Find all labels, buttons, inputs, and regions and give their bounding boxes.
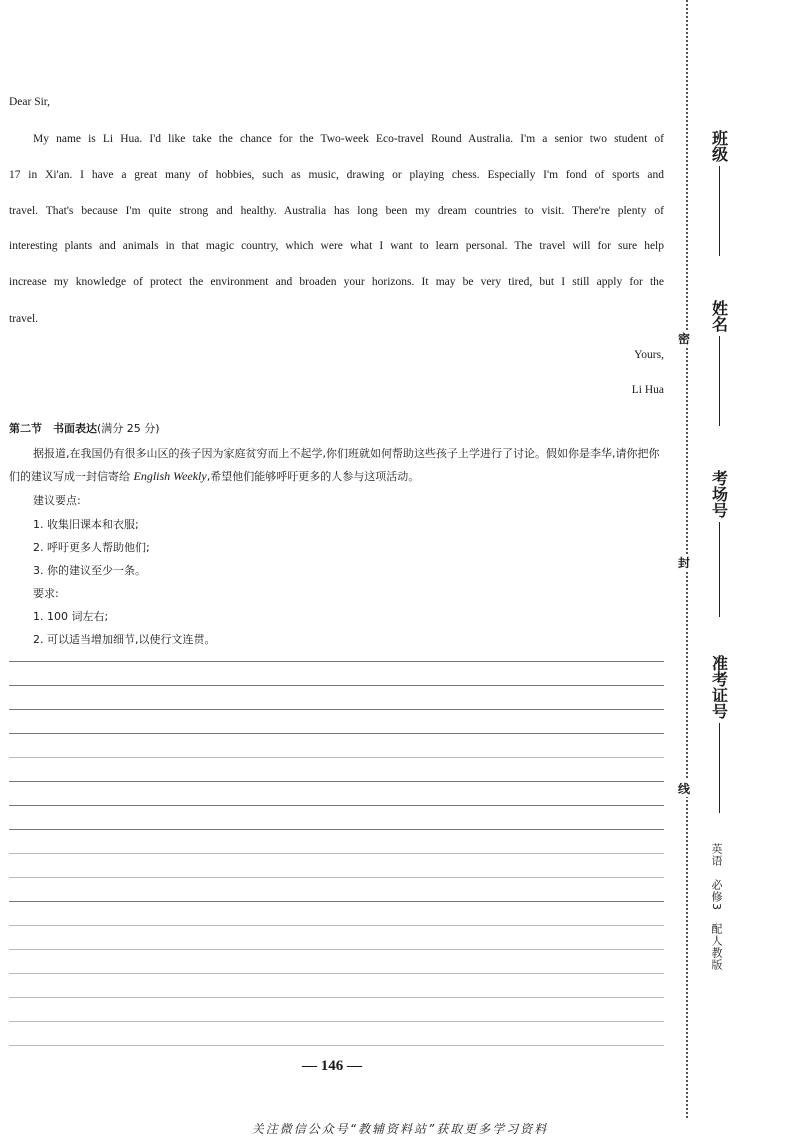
letter-line-3: travel. That's because I'm quite strong and healthy. Australia has long been my dream countries to visit. There're plenty of — [9, 205, 664, 217]
writing-line[interactable] — [9, 1021, 664, 1022]
footer-note: 关注微信公众号“教辅资料站”获取更多学习资料 — [251, 1122, 549, 1136]
section-score: (满分 25 分) — [97, 422, 160, 435]
point-item-3: 3. 你的建议至少一条。 — [33, 564, 146, 577]
section-title — [9, 420, 160, 436]
letter-line-5: increase my knowledge of protect the environment and broaden your horizons. It may be very tired, but I still apply for the — [9, 276, 664, 288]
writing-line[interactable] — [9, 853, 664, 854]
writing-line[interactable] — [9, 781, 664, 782]
section-title-text: 第二节 书面表达 — [9, 422, 97, 435]
letter-signature: Li Hua — [631, 384, 664, 396]
field-name-blank[interactable] — [719, 336, 720, 426]
writing-line[interactable] — [9, 685, 664, 686]
field-exam-room-label: 考场号 — [709, 470, 729, 518]
writing-line[interactable] — [9, 661, 664, 662]
requirement-item-2: 2. 可以适当增加细节,以使行文连贯。 — [33, 633, 216, 646]
requirements-label: 要求: — [33, 587, 59, 600]
letter-line-1: My name is Li Hua. I'd like take the chance for the Two-week Eco-travel Round Australia. I'm a senior two student of — [33, 133, 664, 145]
field-class-label: 班级 — [709, 130, 729, 162]
writing-line[interactable] — [9, 901, 664, 902]
field-class-blank[interactable] — [719, 166, 720, 256]
writing-line[interactable] — [9, 757, 664, 758]
page-number: — 146 — — [302, 1058, 362, 1074]
writing-line[interactable] — [9, 997, 664, 998]
field-ticket-number-blank[interactable] — [719, 723, 720, 813]
point-item-2: 2. 呼吁更多人帮助他们; — [33, 541, 150, 554]
task-intro-a: 据报道,在我国仍有很多山区的孩子因为家庭贫穷而上不起学,你们班就如何帮助这些孩子上学进行了讨论。假如你是李华,请你把你们的建议写成一封信寄给 — [9, 447, 660, 483]
writing-line[interactable] — [9, 1045, 664, 1046]
letter-closing: Yours, — [634, 349, 664, 361]
letter-line-6: travel. — [9, 313, 39, 325]
point-item-1: 1. 收集旧课本和衣服; — [33, 518, 139, 531]
field-ticket-number-label: 准考证号 — [709, 655, 729, 719]
points-label: 建议要点: — [33, 494, 81, 507]
writing-line[interactable] — [9, 709, 664, 710]
task-intro-b: ,希望他们能够呼吁更多的人参与这项活动。 — [206, 470, 420, 483]
subject-meta: 英语 必修3 配人教版 — [710, 843, 723, 971]
writing-line[interactable] — [9, 925, 664, 926]
writing-line[interactable] — [9, 805, 664, 806]
letter-line-2: 17 in Xi'an. I have a great many of hobbies, such as music, drawing or playing chess. Especially I'm fond of sports and — [9, 169, 664, 181]
seal-char-feng: 封 — [678, 556, 691, 570]
field-name — [708, 300, 730, 426]
writing-line[interactable] — [9, 949, 664, 950]
field-class — [708, 130, 730, 256]
letter-salutation: Dear Sir, — [9, 96, 51, 108]
requirement-item-1: 1. 100 词左右; — [33, 610, 109, 623]
writing-line[interactable] — [9, 877, 664, 878]
seal-char-xian: 线 — [678, 782, 691, 796]
field-exam-room — [708, 470, 730, 617]
seal-char-mi: 密 — [678, 332, 691, 346]
task-intro-em: English Weekly — [133, 469, 207, 483]
field-ticket-number — [708, 655, 730, 813]
task-description — [9, 442, 664, 488]
letter-line-4: interesting plants and animals in that magic country, which were what I want to learn personal. The travel will for sure help — [9, 240, 664, 252]
writing-line[interactable] — [9, 829, 664, 830]
writing-line[interactable] — [9, 733, 664, 734]
field-name-label: 姓名 — [709, 300, 729, 332]
field-exam-room-blank[interactable] — [719, 522, 720, 617]
writing-line[interactable] — [9, 973, 664, 974]
